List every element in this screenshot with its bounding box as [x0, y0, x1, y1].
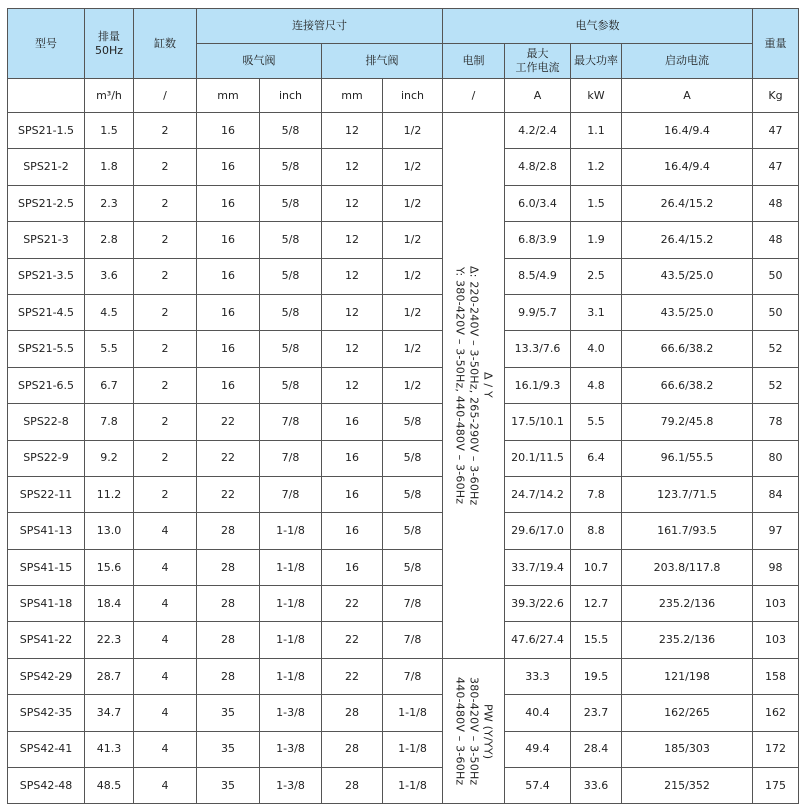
cell-suction-mm: 16	[197, 367, 260, 403]
cell-weight: 48	[753, 185, 799, 221]
cell-suction-inch: 5/8	[260, 258, 322, 294]
unit-max-current: A	[505, 79, 571, 113]
voltage-group-2	[443, 658, 505, 804]
cell-cylinders: 2	[134, 476, 197, 512]
cell-max-current: 6.8/3.9	[505, 222, 571, 258]
cell-suction-mm: 16	[197, 113, 260, 149]
cell-weight: 78	[753, 404, 799, 440]
cell-displacement: 34.7	[85, 695, 134, 731]
cell-discharge-mm: 22	[322, 658, 383, 694]
unit-max-power: kW	[571, 79, 622, 113]
cell-discharge-inch: 7/8	[383, 586, 443, 622]
cell-discharge-inch: 1/2	[383, 331, 443, 367]
header-row-1	[8, 9, 799, 44]
cell-start-current: 162/265	[622, 695, 753, 731]
cell-weight: 97	[753, 513, 799, 549]
table-row	[8, 549, 799, 585]
cell-start-current: 66.6/38.2	[622, 331, 753, 367]
cell-max-power: 2.5	[571, 258, 622, 294]
cell-displacement: 4.5	[85, 294, 134, 330]
cell-model: SPS21-6.5	[8, 367, 85, 403]
cell-suction-inch: 1-3/8	[260, 695, 322, 731]
cell-weight: 48	[753, 222, 799, 258]
cell-displacement: 1.8	[85, 149, 134, 185]
cell-discharge-mm: 28	[322, 731, 383, 767]
cell-discharge-inch: 1/2	[383, 185, 443, 221]
cell-discharge-inch: 1-1/8	[383, 768, 443, 804]
cell-discharge-mm: 12	[322, 294, 383, 330]
cell-suction-inch: 1-1/8	[260, 622, 322, 658]
cell-weight: 158	[753, 658, 799, 694]
cell-max-power: 12.7	[571, 586, 622, 622]
table-row	[8, 731, 799, 767]
cell-max-power: 1.5	[571, 185, 622, 221]
cell-weight: 47	[753, 149, 799, 185]
cell-max-current: 47.6/27.4	[505, 622, 571, 658]
table-row	[8, 258, 799, 294]
cell-max-power: 8.8	[571, 513, 622, 549]
cell-max-current: 40.4	[505, 695, 571, 731]
cell-weight: 162	[753, 695, 799, 731]
cell-start-current: 96.1/55.5	[622, 440, 753, 476]
cell-displacement: 41.3	[85, 731, 134, 767]
table-row	[8, 476, 799, 512]
cell-max-power: 1.2	[571, 149, 622, 185]
cell-suction-mm: 28	[197, 658, 260, 694]
cell-weight: 50	[753, 258, 799, 294]
cell-start-current: 79.2/45.8	[622, 404, 753, 440]
cell-max-current: 4.2/2.4	[505, 113, 571, 149]
cell-start-current: 161.7/93.5	[622, 513, 753, 549]
cell-weight: 103	[753, 586, 799, 622]
cell-suction-inch: 5/8	[260, 149, 322, 185]
cell-suction-inch: 1-1/8	[260, 549, 322, 585]
cell-discharge-inch: 1/2	[383, 258, 443, 294]
voltage-group-2-text	[453, 677, 495, 785]
table-row	[8, 513, 799, 549]
voltage-group-2-line2: 380-420V – 3-50Hz	[467, 676, 481, 786]
cell-suction-mm: 16	[197, 185, 260, 221]
cell-start-current: 121/198	[622, 658, 753, 694]
cell-weight: 80	[753, 440, 799, 476]
cell-cylinders: 2	[134, 222, 197, 258]
cell-start-current: 66.6/38.2	[622, 367, 753, 403]
header-displacement-label: 排量	[98, 29, 120, 43]
table-row	[8, 294, 799, 330]
cell-discharge-inch: 7/8	[383, 622, 443, 658]
voltage-group-2-line3: 440-480V – 3-60Hz	[453, 676, 467, 786]
header-cylinders: 缸数	[134, 9, 197, 79]
cell-weight: 175	[753, 768, 799, 804]
table-row	[8, 768, 799, 804]
cell-start-current: 26.4/15.2	[622, 222, 753, 258]
cell-model: SPS21-3.5	[8, 258, 85, 294]
cell-max-current: 13.3/7.6	[505, 331, 571, 367]
cell-max-power: 3.1	[571, 294, 622, 330]
cell-model: SPS22-8	[8, 404, 85, 440]
cell-max-power: 7.8	[571, 476, 622, 512]
cell-suction-mm: 16	[197, 294, 260, 330]
unit-start-current: A	[622, 79, 753, 113]
cell-max-power: 15.5	[571, 622, 622, 658]
cell-weight: 172	[753, 731, 799, 767]
cell-suction-mm: 35	[197, 695, 260, 731]
cell-start-current: 235.2/136	[622, 622, 753, 658]
cell-suction-mm: 22	[197, 476, 260, 512]
cell-suction-mm: 28	[197, 622, 260, 658]
cell-suction-mm: 16	[197, 331, 260, 367]
cell-model: SPS21-2.5	[8, 185, 85, 221]
cell-model: SPS41-15	[8, 549, 85, 585]
cell-suction-mm: 28	[197, 586, 260, 622]
cell-start-current: 185/303	[622, 731, 753, 767]
header-max-power: 最大功率	[571, 44, 622, 79]
voltage-group-1-wrap	[443, 113, 504, 658]
cell-discharge-mm: 16	[322, 513, 383, 549]
header-max-current	[505, 44, 571, 79]
cell-suction-inch: 1-3/8	[260, 731, 322, 767]
cell-max-power: 23.7	[571, 695, 622, 731]
cell-discharge-inch: 1/2	[383, 294, 443, 330]
cell-max-power: 4.0	[571, 331, 622, 367]
cell-cylinders: 2	[134, 113, 197, 149]
cell-displacement: 15.6	[85, 549, 134, 585]
cell-discharge-mm: 16	[322, 476, 383, 512]
cell-suction-inch: 7/8	[260, 440, 322, 476]
cell-start-current: 16.4/9.4	[622, 113, 753, 149]
cell-max-current: 29.6/17.0	[505, 513, 571, 549]
cell-max-current: 24.7/14.2	[505, 476, 571, 512]
cell-displacement: 13.0	[85, 513, 134, 549]
cell-model: SPS22-11	[8, 476, 85, 512]
cell-displacement: 28.7	[85, 658, 134, 694]
table-row	[8, 222, 799, 258]
cell-discharge-mm: 12	[322, 113, 383, 149]
cell-displacement: 11.2	[85, 476, 134, 512]
unit-cylinders: /	[134, 79, 197, 113]
cell-max-current: 16.1/9.3	[505, 367, 571, 403]
table-row	[8, 113, 799, 149]
cell-cylinders: 4	[134, 731, 197, 767]
units-model-blank	[8, 79, 85, 113]
cell-max-current: 49.4	[505, 731, 571, 767]
cell-weight: 50	[753, 294, 799, 330]
cell-start-current: 43.5/25.0	[622, 294, 753, 330]
cell-suction-inch: 5/8	[260, 222, 322, 258]
cell-max-current: 8.5/4.9	[505, 258, 571, 294]
cell-max-current: 20.1/11.5	[505, 440, 571, 476]
header-pipe-size: 连接管尺寸	[197, 9, 443, 44]
cell-model: SPS42-29	[8, 658, 85, 694]
voltage-group-1-line1: Δ / Y	[481, 372, 495, 399]
voltage-group-1-text	[453, 266, 495, 506]
cell-model: SPS42-41	[8, 731, 85, 767]
cell-max-power: 4.8	[571, 367, 622, 403]
cell-suction-mm: 22	[197, 440, 260, 476]
cell-model: SPS42-35	[8, 695, 85, 731]
cell-suction-inch: 5/8	[260, 113, 322, 149]
cell-max-power: 1.1	[571, 113, 622, 149]
cell-suction-inch: 1-1/8	[260, 513, 322, 549]
cell-cylinders: 2	[134, 367, 197, 403]
cell-weight: 52	[753, 367, 799, 403]
unit-weight: Kg	[753, 79, 799, 113]
cell-start-current: 215/352	[622, 768, 753, 804]
cell-max-power: 1.9	[571, 222, 622, 258]
table-row	[8, 622, 799, 658]
voltage-group-2-line1: PW (Y/YY)	[481, 703, 495, 759]
cell-displacement: 2.3	[85, 185, 134, 221]
cell-discharge-mm: 16	[322, 549, 383, 585]
unit-suction-mm: mm	[197, 79, 260, 113]
cell-discharge-inch: 1-1/8	[383, 695, 443, 731]
cell-model: SPS41-13	[8, 513, 85, 549]
cell-suction-mm: 16	[197, 258, 260, 294]
cell-suction-inch: 5/8	[260, 367, 322, 403]
cell-suction-mm: 22	[197, 404, 260, 440]
header-voltage: 电制	[443, 44, 505, 79]
header-suction: 吸气阀	[197, 44, 322, 79]
cell-discharge-mm: 12	[322, 258, 383, 294]
cell-model: SPS22-9	[8, 440, 85, 476]
voltage-group-1	[443, 113, 505, 659]
cell-cylinders: 2	[134, 294, 197, 330]
cell-start-current: 26.4/15.2	[622, 185, 753, 221]
cell-discharge-mm: 16	[322, 440, 383, 476]
cell-cylinders: 4	[134, 549, 197, 585]
compressor-spec-table	[7, 8, 799, 804]
cell-displacement: 5.5	[85, 331, 134, 367]
table-body	[8, 9, 799, 804]
cell-displacement: 48.5	[85, 768, 134, 804]
table-row	[8, 404, 799, 440]
header-discharge: 排气阀	[322, 44, 443, 79]
cell-cylinders: 4	[134, 695, 197, 731]
cell-max-current: 4.8/2.8	[505, 149, 571, 185]
cell-max-current: 6.0/3.4	[505, 185, 571, 221]
cell-weight: 52	[753, 331, 799, 367]
cell-discharge-inch: 5/8	[383, 513, 443, 549]
cell-max-power: 19.5	[571, 658, 622, 694]
cell-cylinders: 4	[134, 513, 197, 549]
cell-suction-inch: 5/8	[260, 185, 322, 221]
cell-cylinders: 4	[134, 586, 197, 622]
cell-start-current: 43.5/25.0	[622, 258, 753, 294]
cell-discharge-inch: 5/8	[383, 404, 443, 440]
cell-discharge-inch: 5/8	[383, 476, 443, 512]
cell-displacement: 6.7	[85, 367, 134, 403]
cell-discharge-inch: 1-1/8	[383, 731, 443, 767]
cell-suction-mm: 16	[197, 222, 260, 258]
header-displacement-freq: 50Hz	[94, 43, 124, 57]
cell-displacement: 18.4	[85, 586, 134, 622]
cell-displacement: 2.8	[85, 222, 134, 258]
header-max-current-line2: 工作电流	[515, 61, 560, 74]
cell-discharge-inch: 7/8	[383, 658, 443, 694]
cell-start-current: 16.4/9.4	[622, 149, 753, 185]
header-max-current-line1: 最大	[526, 47, 549, 61]
cell-max-power: 33.6	[571, 768, 622, 804]
cell-suction-mm: 35	[197, 731, 260, 767]
cell-displacement: 22.3	[85, 622, 134, 658]
cell-start-current: 123.7/71.5	[622, 476, 753, 512]
cell-discharge-mm: 12	[322, 367, 383, 403]
cell-discharge-mm: 12	[322, 331, 383, 367]
cell-suction-inch: 1-1/8	[260, 586, 322, 622]
cell-max-current: 9.9/5.7	[505, 294, 571, 330]
cell-suction-inch: 7/8	[260, 404, 322, 440]
header-start-current: 启动电流	[622, 44, 753, 79]
cell-model: SPS21-2	[8, 149, 85, 185]
cell-max-current: 57.4	[505, 768, 571, 804]
cell-cylinders: 2	[134, 404, 197, 440]
cell-model: SPS42-48	[8, 768, 85, 804]
header-weight: 重量	[753, 9, 799, 79]
cell-suction-mm: 16	[197, 149, 260, 185]
cell-discharge-mm: 22	[322, 586, 383, 622]
cell-max-current: 33.7/19.4	[505, 549, 571, 585]
cell-max-current: 17.5/10.1	[505, 404, 571, 440]
voltage-group-1-line3: Y: 380-420V – 3-50Hz, 440-480V – 3-60Hz	[453, 266, 467, 505]
unit-discharge-inch: inch	[383, 79, 443, 113]
cell-model: SPS41-18	[8, 586, 85, 622]
cell-suction-inch: 1-3/8	[260, 768, 322, 804]
header-model: 型号	[8, 9, 85, 79]
cell-cylinders: 2	[134, 185, 197, 221]
cell-discharge-mm: 28	[322, 768, 383, 804]
cell-discharge-mm: 12	[322, 222, 383, 258]
unit-suction-inch: inch	[260, 79, 322, 113]
cell-weight: 84	[753, 476, 799, 512]
table-row	[8, 586, 799, 622]
cell-discharge-mm: 12	[322, 149, 383, 185]
cell-discharge-inch: 5/8	[383, 549, 443, 585]
unit-discharge-mm: mm	[322, 79, 383, 113]
cell-weight: 98	[753, 549, 799, 585]
cell-suction-mm: 35	[197, 768, 260, 804]
table-row	[8, 367, 799, 403]
cell-suction-inch: 5/8	[260, 294, 322, 330]
cell-discharge-mm: 22	[322, 622, 383, 658]
cell-cylinders: 2	[134, 440, 197, 476]
cell-cylinders: 2	[134, 258, 197, 294]
table-row	[8, 185, 799, 221]
cell-suction-inch: 5/8	[260, 331, 322, 367]
cell-suction-inch: 1-1/8	[260, 658, 322, 694]
cell-max-power: 6.4	[571, 440, 622, 476]
cell-cylinders: 4	[134, 768, 197, 804]
cell-cylinders: 2	[134, 331, 197, 367]
cell-discharge-mm: 12	[322, 185, 383, 221]
cell-max-current: 39.3/22.6	[505, 586, 571, 622]
table-row	[8, 331, 799, 367]
cell-discharge-inch: 5/8	[383, 440, 443, 476]
cell-start-current: 203.8/117.8	[622, 549, 753, 585]
cell-max-power: 10.7	[571, 549, 622, 585]
table-row	[8, 149, 799, 185]
cell-cylinders: 2	[134, 149, 197, 185]
cell-discharge-mm: 28	[322, 695, 383, 731]
cell-model: SPS41-22	[8, 622, 85, 658]
cell-max-current: 33.3	[505, 658, 571, 694]
cell-max-power: 28.4	[571, 731, 622, 767]
cell-discharge-inch: 1/2	[383, 367, 443, 403]
table-row	[8, 440, 799, 476]
cell-displacement: 1.5	[85, 113, 134, 149]
cell-model: SPS21-4.5	[8, 294, 85, 330]
cell-weight: 103	[753, 622, 799, 658]
cell-suction-inch: 7/8	[260, 476, 322, 512]
cell-model: SPS21-1.5	[8, 113, 85, 149]
cell-model: SPS21-5.5	[8, 331, 85, 367]
cell-displacement: 3.6	[85, 258, 134, 294]
cell-discharge-inch: 1/2	[383, 113, 443, 149]
unit-displacement: m³/h	[85, 79, 134, 113]
table-row	[8, 658, 799, 694]
cell-cylinders: 4	[134, 658, 197, 694]
cell-suction-mm: 28	[197, 513, 260, 549]
header-displacement	[85, 9, 134, 79]
voltage-group-2-wrap	[443, 659, 504, 804]
cell-displacement: 7.8	[85, 404, 134, 440]
header-electrical: 电气参数	[443, 9, 753, 44]
cell-start-current: 235.2/136	[622, 586, 753, 622]
cell-max-power: 5.5	[571, 404, 622, 440]
table-row	[8, 695, 799, 731]
cell-displacement: 9.2	[85, 440, 134, 476]
units-row	[8, 79, 799, 113]
cell-cylinders: 4	[134, 622, 197, 658]
cell-weight: 47	[753, 113, 799, 149]
voltage-group-1-line2: Δ: 220-240V – 3-50Hz, 265-290V – 3-60Hz	[467, 265, 481, 506]
unit-voltage: /	[443, 79, 505, 113]
cell-suction-mm: 28	[197, 549, 260, 585]
cell-model: SPS21-3	[8, 222, 85, 258]
cell-discharge-mm: 16	[322, 404, 383, 440]
cell-discharge-inch: 1/2	[383, 222, 443, 258]
cell-discharge-inch: 1/2	[383, 149, 443, 185]
